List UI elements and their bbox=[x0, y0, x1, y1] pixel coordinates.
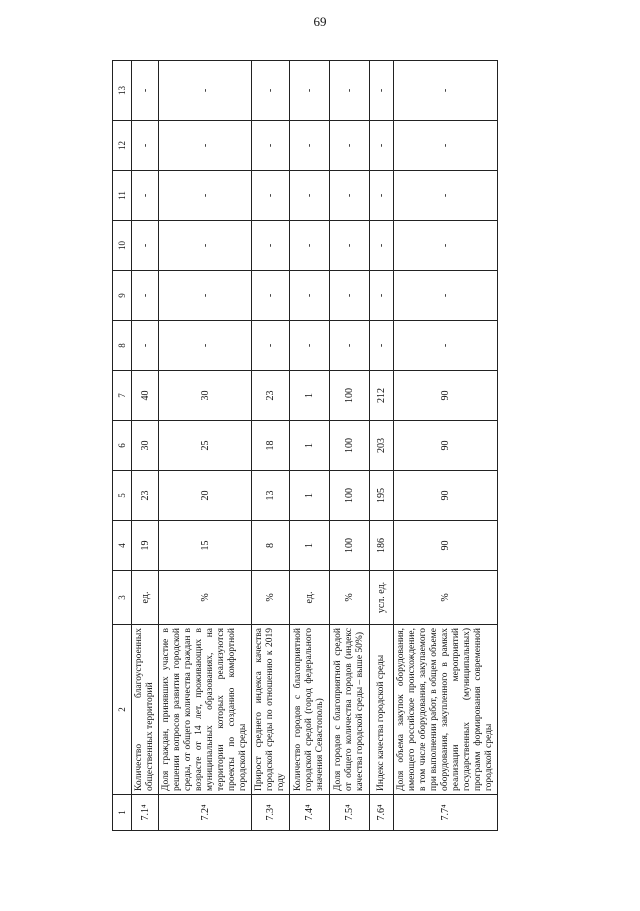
row-value: - bbox=[252, 121, 290, 171]
row-value: - bbox=[252, 271, 290, 321]
row-value: 100 bbox=[330, 471, 370, 521]
row-code: 7.1⁴ bbox=[132, 795, 159, 831]
row-code: 7.7⁴ bbox=[394, 795, 498, 831]
row-description: Прирост среднего индекса качества городской среды по отношению к 2019 году bbox=[252, 625, 290, 795]
row-value: - bbox=[159, 121, 252, 171]
row-value: - bbox=[290, 271, 330, 321]
row-code: 7.4⁴ bbox=[290, 795, 330, 831]
row-value: 90 bbox=[394, 471, 498, 521]
row-value: 186 bbox=[370, 521, 394, 571]
row-description: Доля городов с благоприятной средой от общего количества городов (индекс качества городской среды – выше 50%) bbox=[330, 625, 370, 795]
row-unit: % bbox=[330, 571, 370, 625]
row-value: - bbox=[370, 121, 394, 171]
row-value: - bbox=[252, 321, 290, 371]
row-description: Доля граждан, принявших участие в решении вопросов развития городской среды, от общего количества граждан в возрасте от 14 лет, проживающих в муниципальных образованиях, на территории которых реализуются проекты по созданию комфортной городской среды bbox=[159, 625, 252, 795]
row-value: - bbox=[252, 171, 290, 221]
row-value: - bbox=[290, 61, 330, 121]
row-unit: % bbox=[159, 571, 252, 625]
row-value: - bbox=[394, 121, 498, 171]
row-description: Количество благоустроенных общественных территорий bbox=[132, 625, 159, 795]
row-value: - bbox=[394, 321, 498, 371]
row-value: 23 bbox=[132, 471, 159, 521]
header-cell: 8 bbox=[113, 321, 132, 371]
row-value: - bbox=[330, 121, 370, 171]
row-value: - bbox=[132, 321, 159, 371]
row-value: - bbox=[370, 271, 394, 321]
row-value: 8 bbox=[252, 521, 290, 571]
row-unit: % bbox=[394, 571, 498, 625]
row-value: 15 bbox=[159, 521, 252, 571]
row-value: - bbox=[132, 271, 159, 321]
row-value: - bbox=[252, 61, 290, 121]
row-value: - bbox=[370, 321, 394, 371]
row-value: 1 bbox=[290, 421, 330, 471]
row-value: 40 bbox=[132, 371, 159, 421]
header-row bbox=[113, 61, 132, 831]
table-landscape bbox=[112, 61, 494, 831]
row-value: 1 bbox=[290, 471, 330, 521]
row-value: - bbox=[290, 171, 330, 221]
header-cell: 2 bbox=[113, 625, 132, 795]
row-value: 18 bbox=[252, 421, 290, 471]
row-value: - bbox=[159, 61, 252, 121]
row-value: 19 bbox=[132, 521, 159, 571]
row-value: - bbox=[159, 271, 252, 321]
header-cell: 12 bbox=[113, 121, 132, 171]
row-value: 25 bbox=[159, 421, 252, 471]
row-value: 1 bbox=[290, 371, 330, 421]
row-unit: ед. bbox=[290, 571, 330, 625]
row-value: - bbox=[132, 61, 159, 121]
row-value: 90 bbox=[394, 371, 498, 421]
row-value: - bbox=[330, 171, 370, 221]
header-cell: 9 bbox=[113, 271, 132, 321]
header-cell: 11 bbox=[113, 171, 132, 221]
header-cell: 4 bbox=[113, 521, 132, 571]
row-value: - bbox=[132, 121, 159, 171]
page-number: 69 bbox=[313, 14, 327, 29]
row-value: 13 bbox=[252, 471, 290, 521]
table-row bbox=[330, 61, 370, 831]
row-value: - bbox=[330, 321, 370, 371]
row-value: - bbox=[132, 171, 159, 221]
row-unit: усл. ед. bbox=[370, 571, 394, 625]
table-row bbox=[159, 61, 252, 831]
header-cell: 13 bbox=[113, 61, 132, 121]
row-value: - bbox=[132, 221, 159, 271]
row-value: - bbox=[290, 221, 330, 271]
row-unit: % bbox=[252, 571, 290, 625]
row-unit: ед. bbox=[132, 571, 159, 625]
row-value: 20 bbox=[159, 471, 252, 521]
row-value: - bbox=[370, 221, 394, 271]
table-row bbox=[132, 61, 159, 831]
row-value: - bbox=[159, 321, 252, 371]
row-value: - bbox=[252, 221, 290, 271]
row-value: - bbox=[394, 221, 498, 271]
row-code: 7.6⁴ bbox=[370, 795, 394, 831]
row-value: 90 bbox=[394, 521, 498, 571]
header-cell: 6 bbox=[113, 421, 132, 471]
table-row bbox=[290, 61, 330, 831]
row-value: 90 bbox=[394, 421, 498, 471]
row-description: Индекс качества городской среды bbox=[370, 625, 394, 795]
row-value: - bbox=[290, 321, 330, 371]
row-value: 30 bbox=[132, 421, 159, 471]
header-cell: 1 bbox=[113, 795, 132, 831]
row-value: 100 bbox=[330, 371, 370, 421]
table-row bbox=[370, 61, 394, 831]
row-description: Доля объема закупок оборудования, имеющего российское происхождение, в том числе оборудования, закупаемого при выполнении работ, в общем объеме оборудования, закупленного в рамках реализации мероприятий государственных (муниципальных) программ формирования современной городской среды bbox=[394, 625, 498, 795]
row-value: 100 bbox=[330, 421, 370, 471]
rotated-table-area bbox=[112, 61, 494, 831]
row-value: - bbox=[394, 171, 498, 221]
header-cell: 10 bbox=[113, 221, 132, 271]
table-row bbox=[394, 61, 498, 831]
row-value: - bbox=[159, 221, 252, 271]
table-row bbox=[252, 61, 290, 831]
row-code: 7.3⁴ bbox=[252, 795, 290, 831]
row-value: - bbox=[394, 61, 498, 121]
row-description: Количество городов с благоприятной городской средой (город федерального значения Севастополь) bbox=[290, 625, 330, 795]
row-value: - bbox=[330, 271, 370, 321]
table-body bbox=[132, 61, 498, 831]
row-code: 7.2⁴ bbox=[159, 795, 252, 831]
row-value: 212 bbox=[370, 371, 394, 421]
row-value: 203 bbox=[370, 421, 394, 471]
row-code: 7.5⁴ bbox=[330, 795, 370, 831]
row-value: - bbox=[290, 121, 330, 171]
row-value: - bbox=[370, 61, 394, 121]
row-value: 195 bbox=[370, 471, 394, 521]
row-value: 1 bbox=[290, 521, 330, 571]
row-value: - bbox=[330, 221, 370, 271]
indicator-table bbox=[112, 60, 498, 831]
row-value: 100 bbox=[330, 521, 370, 571]
row-value: - bbox=[330, 61, 370, 121]
header-cell: 3 bbox=[113, 571, 132, 625]
header-cell: 7 bbox=[113, 371, 132, 421]
row-value: 30 bbox=[159, 371, 252, 421]
header-cell: 5 bbox=[113, 471, 132, 521]
row-value: - bbox=[370, 171, 394, 221]
row-value: - bbox=[159, 171, 252, 221]
row-value: - bbox=[394, 271, 498, 321]
row-value: 23 bbox=[252, 371, 290, 421]
